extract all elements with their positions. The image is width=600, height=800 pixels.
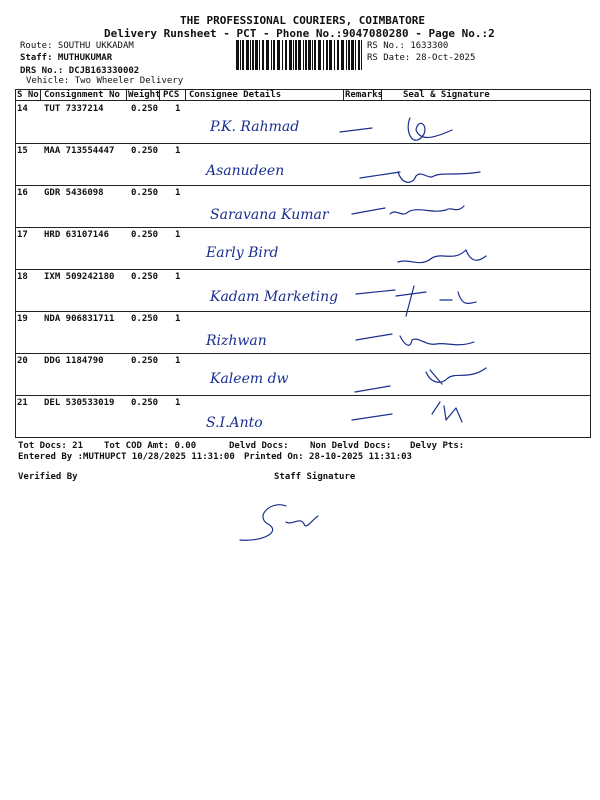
delivered-docs: Delvd Docs: [229,441,289,451]
table-row [15,311,591,353]
handwritten-consignee-name: Rizhwan [206,333,267,349]
staff-signature-ink [240,505,318,541]
staff-signature-label: Staff Signature [274,472,356,482]
verified-by-label: Verified By [18,472,78,482]
rs-date: RS Date: 28-Oct-2025 [367,53,476,63]
table-row [15,143,591,185]
header-pcs: PCS [163,90,180,100]
row-consignment-no: HRD 63107146 [44,230,110,240]
handwritten-consignee-name: Early Bird [206,245,279,261]
row-pcs: 1 [175,356,181,366]
handwritten-consignee-name: S.I.Anto [206,415,263,431]
row-weight: 0.250 [131,314,159,324]
row-consignment-no: MAA 713554447 [44,146,115,156]
table-row [15,353,591,395]
row-sno: 14 [17,104,28,114]
row-sno: 17 [17,230,28,240]
barcode-image [236,40,362,70]
row-consignment-no: DDG 1184790 [44,356,104,366]
row-weight: 0.250 [131,272,159,282]
row-consignment-no: TUT 7337214 [44,104,104,114]
row-weight: 0.250 [131,398,159,408]
header-sno: S No [17,90,39,100]
route-label: Route: SOUTHU UKKADAM [20,41,134,51]
row-pcs: 1 [175,188,181,198]
company-title: THE PROFESSIONAL COURIERS, COIMBATORE [180,14,426,27]
header-weight: Weight [128,90,161,100]
non-delivered-docs: Non Delvd Docs: [310,441,392,451]
row-sno: 15 [17,146,28,156]
header-consignee: Consignee Details [189,90,282,100]
row-weight: 0.250 [131,104,159,114]
table-row [15,227,591,269]
drs-number [20,66,139,76]
row-pcs: 1 [175,146,181,156]
table-row [15,101,591,143]
row-pcs: 1 [175,104,181,114]
handwritten-consignee-name: Asanudeen [206,163,285,179]
total-docs: Tot Docs: 21 [18,441,84,451]
runsheet-table [15,89,591,438]
row-pcs: 1 [175,230,181,240]
delivery-points: Delvy Pts: [410,441,465,451]
row-sno: 18 [17,272,28,282]
row-sno: 21 [17,398,28,408]
row-pcs: 1 [175,398,181,408]
handwritten-consignee-name: Saravana Kumar [210,207,329,223]
row-sno: 19 [17,314,28,324]
drs-label: DRS No.: [20,66,64,76]
entered-by: Entered By :MUTHUPCT 10/28/2025 11:31:00 [18,452,235,462]
rs-number: RS No.: 1633300 [367,41,449,51]
staff-label: Staff: MUTHUKUMAR [20,53,113,63]
row-consignment-no: IXM 509242180 [44,272,115,282]
printed-on: Printed On: 28-10-2025 11:31:03 [244,452,412,462]
vehicle-label: Vehicle: Two Wheeler Delivery [26,76,184,86]
row-sno: 20 [17,356,28,366]
row-weight: 0.250 [131,230,159,240]
runsheet-subtitle: Delivery Runsheet - PCT - Phone No.:9047080280 - Page No.:2 [104,27,495,40]
handwritten-consignee-name: P.K. Rahmad [210,119,300,135]
header-remarks: Remarks [345,90,383,100]
handwritten-consignee-name: Kaleem dw [210,371,289,387]
header-seal-signature: Seal & Signature [403,90,490,100]
row-consignment-no: NDA 906831711 [44,314,115,324]
table-row [15,395,591,437]
row-pcs: 1 [175,272,181,282]
row-weight: 0.250 [131,188,159,198]
row-weight: 0.250 [131,146,159,156]
drs-value: DCJB163330002 [68,66,140,76]
table-row [15,185,591,227]
handwritten-consignee-name: Kadam Marketing [210,289,339,305]
row-sno: 16 [17,188,28,198]
table-row [15,269,591,311]
total-cod-amount: Tot COD Amt: 0.00 [104,441,197,451]
row-consignment-no: GDR 5436098 [44,188,104,198]
row-consignment-no: DEL 530533019 [44,398,115,408]
row-pcs: 1 [175,314,181,324]
header-consignment: Consignment No [44,90,120,100]
row-weight: 0.250 [131,356,159,366]
